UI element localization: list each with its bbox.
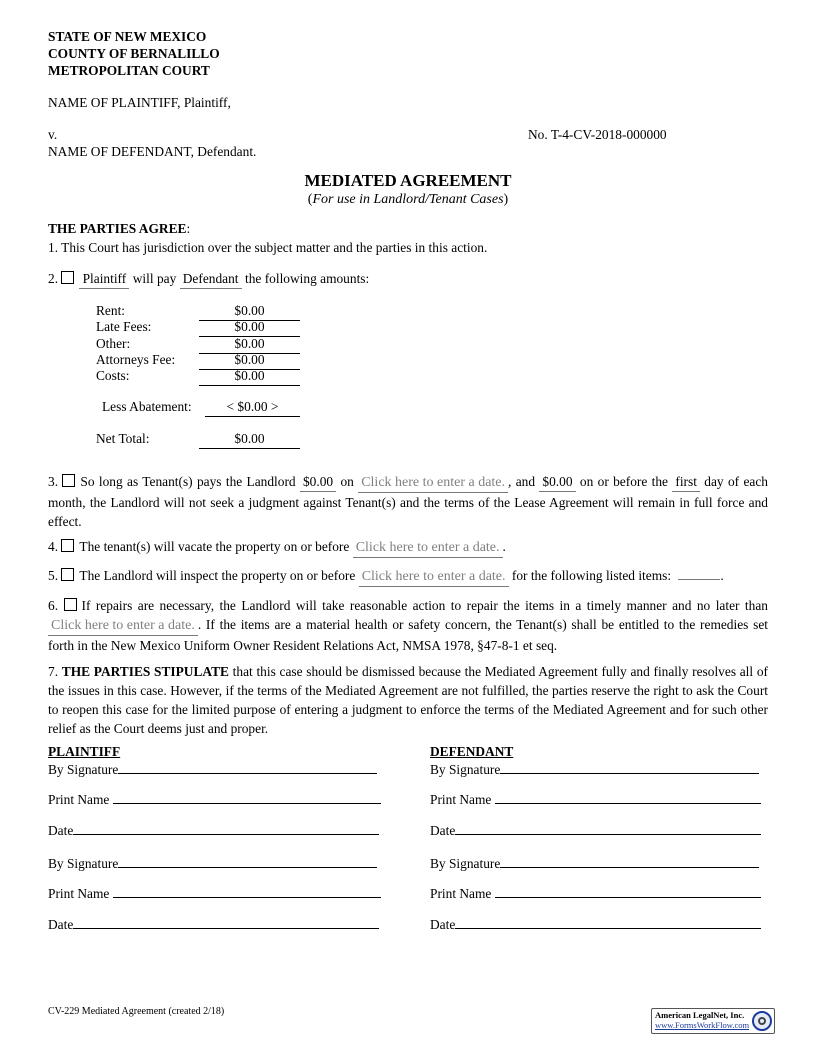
plaintiff-print-name-line-1[interactable] (113, 791, 381, 804)
defendant-signature-line-1[interactable] (500, 761, 759, 774)
defendant-date-1: Date (430, 822, 761, 840)
rent-amount[interactable]: $0.00 (199, 303, 300, 321)
plaintiff-signature-line-2[interactable] (118, 855, 377, 868)
item-3-checkbox[interactable] (62, 474, 75, 487)
plaintiff-date-2: Date (48, 916, 379, 934)
late-fees-label: Late Fees: (96, 319, 152, 334)
abatement-label: Less Abatement: (102, 399, 192, 414)
item-4-date-field[interactable]: Click here to enter a date. (353, 539, 503, 558)
plaintiff-signature-1: By Signature (48, 761, 377, 779)
plaintiff-date-line-2[interactable] (73, 916, 379, 929)
item-4-checkbox[interactable] (61, 539, 74, 552)
plaintiff-print-name-1: Print Name (48, 791, 381, 809)
item-6: 6. If repairs are necessary, the Landlord will take reasonable action to repair the items in a timely manner and no later than Click here to enter a date. . If the items are a material health or safety concern, the Tenant(s) shall be entitled to the remedies set forth in the New Mexico Uniform Owner Resident Relations Act, NMSA 1978, §47-8-1 et seq. (48, 598, 768, 653)
plaintiff-signature-2: By Signature (48, 855, 377, 873)
item-4: 4. The tenant(s) will vacate the property on or before Click here to enter a date. . (48, 539, 506, 558)
late-fees-amount[interactable]: $0.00 (199, 319, 300, 337)
item-3-amount-2[interactable]: $0.00 (539, 472, 575, 492)
costs-label: Costs: (96, 368, 130, 383)
defendant-print-name-line-1[interactable] (495, 791, 761, 804)
defendant-print-name-2: Print Name (430, 885, 761, 903)
abatement-amount[interactable]: < $0.00 > (205, 399, 300, 417)
document-subtitle: (For use in Landlord/Tenant Cases) (307, 192, 509, 207)
other-amount[interactable]: $0.00 (199, 336, 300, 354)
payer-field[interactable]: Plaintiff (79, 271, 129, 289)
parties-agree-heading: THE PARTIES AGREE: (48, 221, 191, 236)
item-5-items-field[interactable] (678, 579, 720, 580)
plaintiff-signature-line-1[interactable] (118, 761, 377, 774)
defendant-date-line-1[interactable] (455, 822, 761, 835)
item-5: 5. The Landlord will inspect the property on or before Click here to enter a date. for the following listed items: . (48, 568, 724, 587)
other-label: Other: (96, 336, 131, 351)
plaintiff-date-1: Date (48, 822, 379, 840)
plaintiff-heading: PLAINTIFF (48, 744, 121, 759)
net-total-label: Net Total: (96, 431, 150, 446)
court-line: METROPOLITAN COURT (48, 63, 210, 78)
american-legalnet-logo[interactable] (651, 1008, 775, 1034)
defendant-date-2: Date (430, 916, 761, 934)
defendant-print-name-1: Print Name (430, 791, 761, 809)
defendant-date-line-2[interactable] (455, 916, 761, 929)
net-total-amount: $0.00 (199, 431, 300, 449)
plaintiff-date-line-1[interactable] (73, 822, 379, 835)
plaintiff-caption: NAME OF PLAINTIFF, Plaintiff, (48, 95, 231, 110)
logo-company-name: American LegalNet, Inc. (655, 1010, 745, 1020)
attorneys-fee-amount[interactable]: $0.00 (199, 352, 300, 370)
item-2: 2. Plaintiff will pay Defendant the following amounts: (48, 271, 369, 289)
defendant-heading: DEFENDANT (430, 744, 514, 759)
plaintiff-print-name-line-2[interactable] (113, 885, 381, 898)
item-6-checkbox[interactable] (64, 598, 77, 611)
rent-label: Rent: (96, 303, 126, 318)
globe-icon (752, 1011, 772, 1031)
costs-amount[interactable]: $0.00 (199, 368, 300, 386)
item-3-amount-1[interactable]: $0.00 (300, 472, 336, 492)
item-6-date-field[interactable]: Click here to enter a date. (48, 616, 198, 636)
defendant-print-name-line-2[interactable] (495, 885, 761, 898)
item-1: 1. This Court has jurisdiction over the subject matter and the parties in this action. (48, 240, 488, 255)
document-title: MEDIATED AGREEMENT (304, 171, 512, 190)
defendant-signature-1: By Signature (430, 761, 759, 779)
item-3-date-field[interactable]: Click here to enter a date. (358, 473, 508, 493)
item-5-date-field[interactable]: Click here to enter a date. (359, 568, 509, 587)
logo-url[interactable]: www.FormsWorkFlow.com (655, 1020, 750, 1030)
case-number: No. T-4-CV-2018-000000 (528, 127, 667, 142)
defendant-signature-2: By Signature (430, 855, 759, 873)
state-line: STATE OF NEW MEXICO (48, 29, 207, 44)
defendant-signature-line-2[interactable] (500, 855, 759, 868)
plaintiff-print-name-2: Print Name (48, 885, 381, 903)
item-2-checkbox[interactable] (61, 271, 74, 284)
item-7: 7. THE PARTIES STIPULATE that this case should be dismissed because the Mediated Agreement fully and finally resolves all of the issues in this case. However, if the terms of the Mediated Agreement are not fulfilled, the parties reserve the right to ask the Court to reopen this case for the limited purpose of entering a judgment to enforce the terms of the Mediated Agreement and for such other relief as the Court deems just and proper. (48, 664, 768, 736)
county-line: COUNTY OF BERNALILLO (48, 46, 220, 61)
item-5-checkbox[interactable] (61, 568, 74, 581)
item-3: 3. So long as Tenant(s) pays the Landlord $0.00 on Click here to enter a date. , and $0.00 on or before the first day of each month, the Landlord will not seek a judgment against Tenant(s) and the terms of the Lease Agreement will remain in full force and effect. (48, 474, 768, 529)
versus: v. (48, 127, 58, 142)
payee-field[interactable]: Defendant (180, 271, 242, 289)
item-3-day-field[interactable]: first (672, 472, 700, 492)
form-id: CV-229 Mediated Agreement (created 2/18) (48, 1006, 225, 1017)
defendant-caption: NAME OF DEFENDANT, Defendant. (48, 144, 257, 159)
attorneys-fee-label: Attorneys Fee: (96, 352, 176, 367)
